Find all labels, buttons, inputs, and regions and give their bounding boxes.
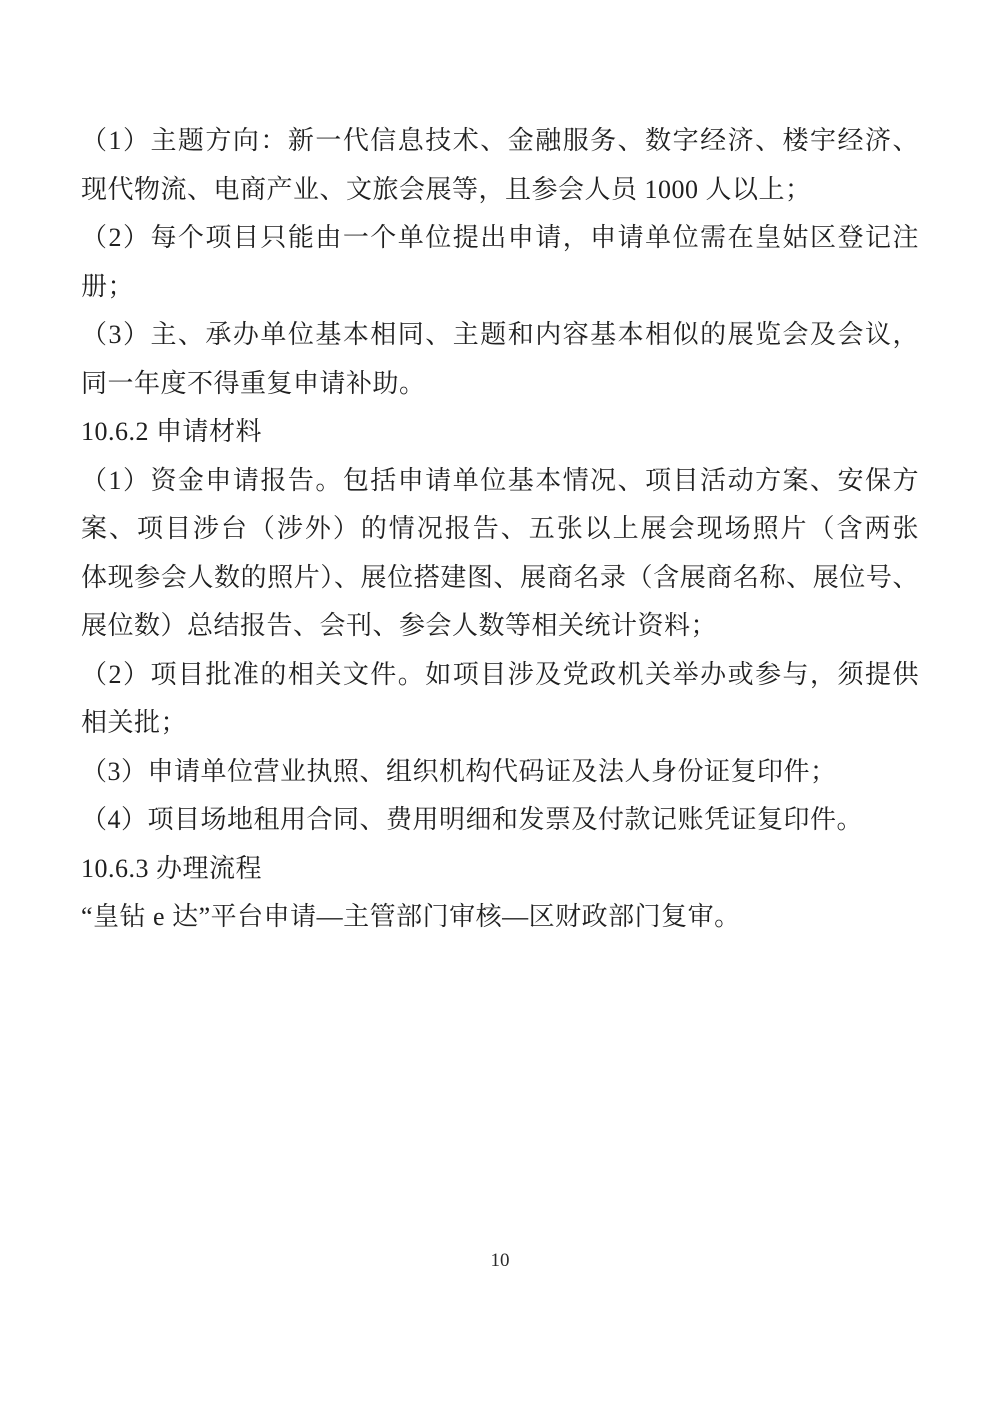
paragraph-line: 现代物流、电商产业、文旅会展等，且参会人员 1000 人以上； <box>81 174 812 204</box>
paragraph-line: （2）项目批准的相关文件。如项目涉及党政机关举办或参与，须提供 <box>81 659 919 689</box>
paragraph-line: （1）主题方向：新一代信息技术、金融服务、数字经济、楼宇经济、 <box>81 126 919 155</box>
paragraph-line: 展位数）总结报告、会刊、参会人数等相关统计资料； <box>81 611 718 640</box>
paragraph-line: （3）主、承办单位基本相同、主题和内容基本相似的展览会及会议， <box>81 320 919 349</box>
paragraph-line: （3）申请单位营业执照、组织机构代码证及法人身份证复印件； <box>81 756 837 786</box>
paragraph-line: （2）每个项目只能由一个单位提出申请，申请单位需在皇姑区登记注 <box>81 223 919 252</box>
paragraph-line: “皇钻 e 达”平台申请—主管部门审核—区财政部门复审。 <box>81 902 741 931</box>
paragraph-line: 案、项目涉台（涉外）的情况报告、五张以上展会现场照片（含两张 <box>81 514 919 543</box>
document-body <box>81 117 919 942</box>
paragraph-line: 册； <box>81 271 135 301</box>
page-number: 10 <box>490 1250 510 1271</box>
paragraph-line: （1）资金申请报告。包括申请单位基本情况、项目活动方案、安保方 <box>81 465 919 495</box>
paragraph-line: 相关批； <box>81 708 188 737</box>
paragraph-line: 体现参会人数的照片）、展位搭建图、展商名录（含展商名称、展位号、 <box>81 562 919 592</box>
section-heading: 10.6.2 申请材料 <box>81 417 263 446</box>
paragraph-line: 同一年度不得重复申请补助。 <box>81 368 426 398</box>
section-heading: 10.6.3 办理流程 <box>81 853 263 883</box>
paragraph-line: （4）项目场地租用合同、费用明细和发票及付款记账凭证复印件。 <box>81 805 864 834</box>
